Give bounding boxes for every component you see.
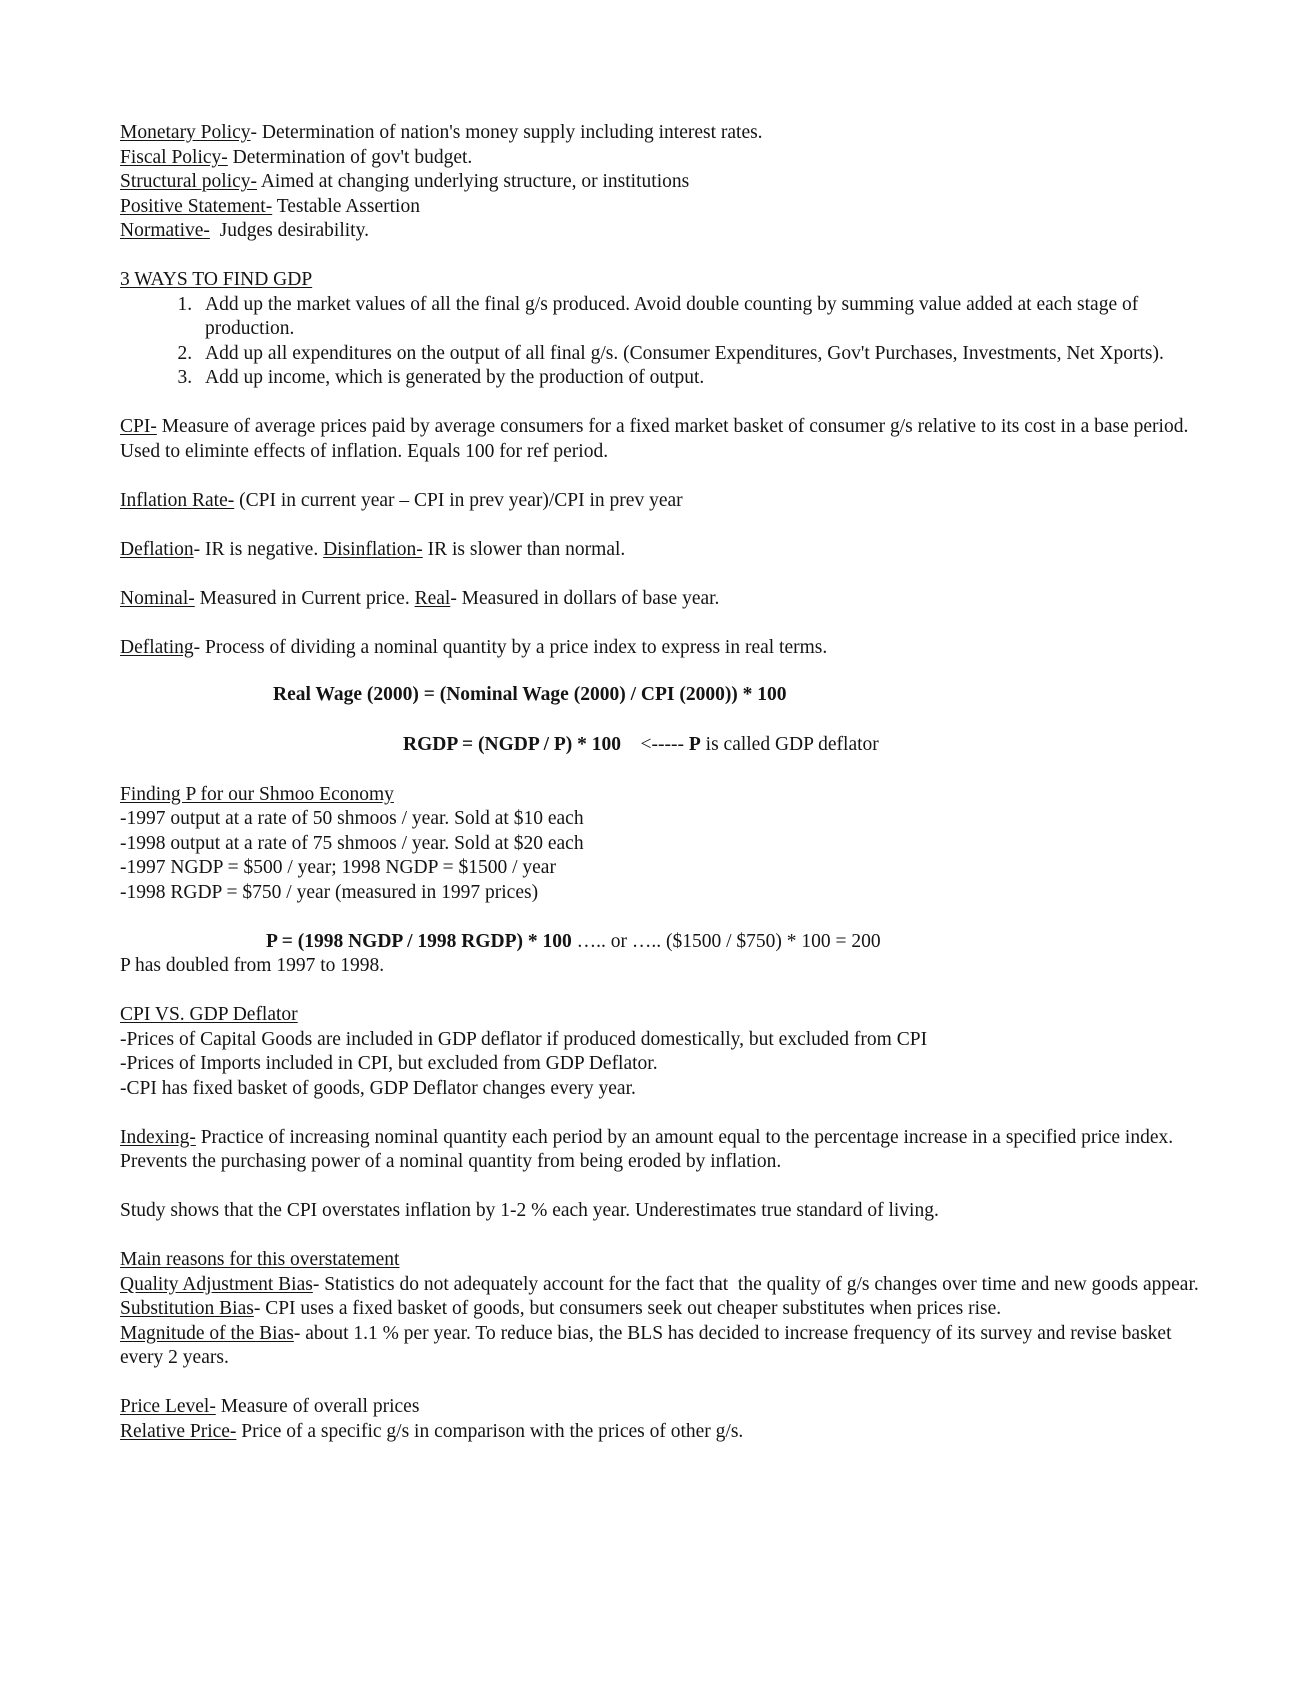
term: Magnitude of the Bias xyxy=(120,1322,294,1344)
formula-p-rest: ….. or ….. ($1500 / $750) * 100 = 200 xyxy=(571,930,881,952)
reason-substitution-bias xyxy=(120,1297,1200,1322)
term: Price Level- xyxy=(120,1396,216,1417)
shmoo-line: -1998 RGDP = $750 / year (measured in 1997 prices) xyxy=(120,881,539,903)
cpi-vs-line: -Prices of Capital Goods are included in GDP deflator if produced domestically, but excluded from CPI xyxy=(120,1028,928,1050)
definition-text: Practice of increasing nominal quantity each period by an amount equal to the percentage increase in a specified price index. Prevents the purchasing power of a nominal quantity from being eroded by inflation. xyxy=(120,1126,1174,1172)
shmoo-line: -1997 NGDP = $500 / year; 1998 NGDP = $1500 / year xyxy=(120,857,556,878)
formula-rgdp-p: P xyxy=(688,733,701,755)
definition-text: Price of a specific g/s in comparison with the prices of other g/s. xyxy=(236,1420,744,1442)
definitions-block xyxy=(120,121,1200,244)
reasons-heading: Main reasons for this overstatement xyxy=(120,1249,400,1270)
definition-positive-statement xyxy=(120,195,1200,220)
definition-text: - CPI uses a fixed basket of goods, but consumers seek out cheaper substitutes when prices rise. xyxy=(253,1298,1002,1319)
term: Fiscal Policy- xyxy=(120,146,228,168)
relative-price-definition xyxy=(120,1420,1200,1445)
definition-monetary-policy xyxy=(120,121,1200,146)
shmoo-heading: Finding P for our Shmoo Economy xyxy=(120,783,394,805)
term: CPI- xyxy=(120,416,157,437)
term: Nominal- xyxy=(120,587,195,609)
indexing-definition xyxy=(120,1126,1200,1175)
definition-text: Aimed at changing underlying structure, or institutions xyxy=(257,171,690,192)
deflating-definition xyxy=(120,636,1200,661)
term: Indexing- xyxy=(120,1126,196,1148)
formula-rgdp-main: RGDP = (NGDP / P) * 100 xyxy=(403,733,622,755)
definition-text: (CPI in current year – CPI in prev year)/CPI in prev year xyxy=(234,489,683,511)
term: Relative Price- xyxy=(120,1420,237,1442)
formula-p-main: P = (1998 NGDP / 1998 RGDP) * 100 xyxy=(266,930,572,952)
gdp-list xyxy=(120,293,1200,391)
definition-text: - Process of dividing a nominal quantity by a price index to express in real terms. xyxy=(193,636,828,658)
shmoo-line: -1998 output at a rate of 75 shmoos / year. Sold at $20 each xyxy=(120,832,584,854)
gdp-item-3: 3. Add up income, which is generated by the production of output. xyxy=(197,366,1200,391)
cpi-vs-line: -Prices of Imports included in CPI, but excluded from GDP Deflator. xyxy=(120,1053,658,1074)
reason-magnitude-bias xyxy=(120,1322,1200,1371)
definition-text: Measure of overall prices xyxy=(215,1396,420,1417)
cpi-vs-gdp-section xyxy=(120,1003,1200,1101)
definition-text: - Determination of nation's money supply including interest rates. xyxy=(250,122,763,143)
term: Structural policy- xyxy=(120,171,258,192)
definition-text: Measured in Current price. xyxy=(194,587,415,609)
term: Substitution Bias xyxy=(120,1298,254,1319)
inflation-rate-definition xyxy=(120,489,1200,514)
formula-rgdp xyxy=(120,733,1200,758)
nominal-real-definition xyxy=(120,587,1200,612)
term: Deflating xyxy=(120,636,194,658)
formula-rgdp-arrow: <----- xyxy=(621,733,689,755)
term: Quality Adjustment Bias xyxy=(120,1273,313,1295)
p-doubled: P has doubled from 1997 to 1998. xyxy=(120,955,385,976)
shmoo-section xyxy=(120,783,1200,906)
formula-rgdp-rest: is called GDP deflator xyxy=(700,733,879,755)
definition-text: - Statistics do not adequately account for the fact that the quality of g/s changes over time and new goods appear. xyxy=(312,1273,1199,1295)
definition-text: Determination of gov't budget. xyxy=(227,146,473,168)
cpi-vs-line: -CPI has fixed basket of goods, GDP Deflator changes every year. xyxy=(120,1077,636,1099)
cpi-vs-heading: CPI VS. GDP Deflator xyxy=(120,1004,298,1025)
definition-text: IR is slower than normal. xyxy=(422,538,626,560)
term: Real xyxy=(414,587,451,609)
gdp-item-2: 2. Add up all expenditures on the output of all final g/s. (Consumer Expenditures, Gov't Purchases, Investments, Net Xports). xyxy=(197,342,1200,367)
study-note: Study shows that the CPI overstates inflation by 1-2 % each year. Underestimates true standard of living. xyxy=(120,1200,939,1221)
definition-text: Testable Assertion xyxy=(272,195,420,217)
definition-text: Judges desirability. xyxy=(209,220,369,241)
term: Normative- xyxy=(120,220,210,241)
definition-structural-policy xyxy=(120,170,1200,195)
definition-text: - IR is negative. xyxy=(193,538,324,560)
price-level-definition xyxy=(120,1395,1200,1420)
term: Monetary Policy xyxy=(120,122,251,143)
term: Inflation Rate- xyxy=(120,489,235,511)
gdp-section xyxy=(120,268,1200,391)
definition-text: Measure of average prices paid by average consumers for a fixed market basket of consumer g/s relative to its cost in a base period. Used to eliminte effects of inflation. Equals 100 for ref period. xyxy=(120,416,1189,462)
formula-real-wage: Real Wage (2000) = (Nominal Wage (2000) / CPI (2000)) * 100 xyxy=(273,683,787,705)
term: Deflation xyxy=(120,538,194,560)
formula-p xyxy=(120,930,1200,955)
deflation-definition xyxy=(120,538,1200,563)
shmoo-line: -1997 output at a rate of 50 shmoos / year. Sold at $10 each xyxy=(120,808,584,829)
gdp-heading: 3 WAYS TO FIND GDP xyxy=(120,269,313,290)
term: Disinflation- xyxy=(323,538,423,560)
term: Positive Statement- xyxy=(120,195,273,217)
cpi-definition xyxy=(120,415,1200,464)
definition-fiscal-policy xyxy=(120,146,1200,171)
definition-normative xyxy=(120,219,1200,244)
definition-text: - Measured in dollars of base year. xyxy=(450,587,720,609)
gdp-item-1: 1. Add up the market values of all the final g/s produced. Avoid double counting by summing value added at each stage of production. xyxy=(197,293,1200,342)
price-section xyxy=(120,1395,1200,1444)
definition-text: - about 1.1 % per year. To reduce bias, the BLS has decided to increase frequency of its survey and revise basket every 2 years. xyxy=(120,1322,1172,1368)
reason-quality-bias xyxy=(120,1273,1200,1298)
reasons-section xyxy=(120,1248,1200,1371)
document-content xyxy=(120,121,1200,1444)
